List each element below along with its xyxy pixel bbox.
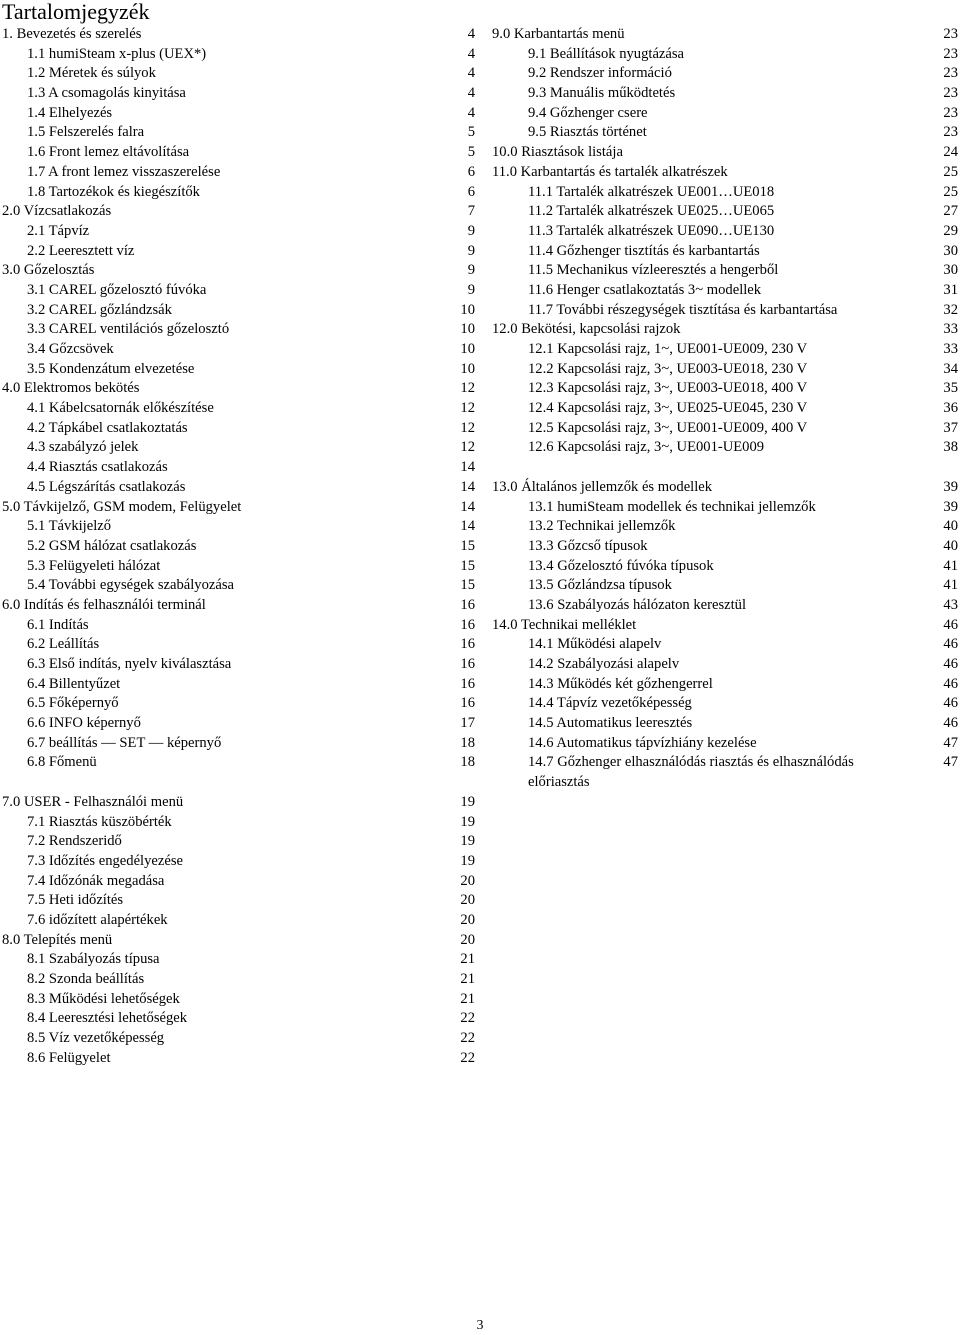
toc-entry[interactable] bbox=[2, 753, 475, 773]
toc-entry-label: 12.0 Bekötési, kapcsolási rajzok bbox=[492, 321, 681, 338]
toc-entry[interactable] bbox=[2, 478, 475, 498]
toc-entry-page: 9 bbox=[467, 281, 475, 298]
toc-entry[interactable] bbox=[492, 616, 958, 636]
toc-entry[interactable] bbox=[2, 576, 475, 596]
toc-entry-page: 6 bbox=[467, 183, 475, 200]
page-number: 3 bbox=[476, 1318, 484, 1333]
toc-entry[interactable] bbox=[2, 360, 475, 380]
toc-entry-page: 9 bbox=[467, 222, 475, 239]
toc-entry-label: 8.4 Leeresztési lehetőségek bbox=[27, 1010, 188, 1027]
toc-entry[interactable] bbox=[2, 1009, 475, 1029]
toc-entry[interactable] bbox=[2, 301, 475, 321]
toc-entry-label: 1.1 humiSteam x-plus (UEX*) bbox=[27, 45, 207, 62]
toc-entry-label: 4.4 Riasztás csatlakozás bbox=[27, 459, 168, 476]
toc-entry[interactable] bbox=[2, 1029, 475, 1049]
toc-entry[interactable] bbox=[2, 931, 475, 951]
toc-entry-label: 1.3 A csomagolás kinyitása bbox=[27, 85, 186, 102]
toc-entry[interactable] bbox=[492, 202, 958, 222]
toc-entry-label: 7.3 Időzítés engedélyezése bbox=[27, 852, 183, 869]
toc-entry-page: 9 bbox=[467, 262, 475, 279]
toc-entry[interactable] bbox=[492, 399, 958, 419]
toc-entry-page: 39 bbox=[943, 478, 958, 495]
toc-entry-page: 40 bbox=[943, 518, 958, 535]
toc-entry-label: 3.2 CAREL gőzlándzsák bbox=[27, 301, 172, 318]
toc-entry-page: 32 bbox=[943, 301, 958, 318]
toc-entry-page: 24 bbox=[943, 144, 958, 161]
toc-entry-page: 25 bbox=[943, 183, 958, 200]
toc-entry[interactable] bbox=[2, 517, 475, 537]
toc-entry-page: 9 bbox=[467, 242, 475, 259]
toc-entry-page: 37 bbox=[943, 419, 958, 436]
page-title: Tartalomjegyzék bbox=[2, 0, 150, 24]
toc-entry-label: 11.1 Tartalék alkatrészek UE001…UE018 bbox=[528, 183, 775, 200]
toc-entry-label: 6.4 Billentyűzet bbox=[27, 675, 121, 692]
toc-entry[interactable] bbox=[2, 84, 475, 104]
toc-entry-label: 11.6 Henger csatlakoztatás 3~ modellek bbox=[528, 281, 762, 298]
toc-entry[interactable] bbox=[2, 281, 475, 301]
toc-entry-page: 15 bbox=[460, 557, 475, 574]
toc-entry-label: 6.7 beállítás — SET — képernyő bbox=[27, 734, 222, 751]
toc-entry-page: 14 bbox=[460, 478, 475, 495]
toc-entry[interactable] bbox=[2, 694, 475, 714]
toc-entry-page: 10 bbox=[460, 321, 475, 338]
toc-entry-page: 23 bbox=[943, 45, 958, 62]
toc-entry[interactable] bbox=[2, 891, 475, 911]
toc-entry-label: 13.1 humiSteam modellek és technikai jellemzők bbox=[528, 498, 816, 515]
toc-entry-label: 14.5 Automatikus leeresztés bbox=[528, 715, 693, 732]
toc-entry-page: 21 bbox=[460, 951, 475, 968]
toc-entry-label: 7.6 időzített alapértékek bbox=[27, 911, 168, 928]
toc-entry[interactable] bbox=[2, 320, 475, 340]
toc-entry-label: 9.4 Gőzhenger csere bbox=[528, 104, 648, 121]
toc-entry-label: 14.6 Automatikus tápvízhiány kezelése bbox=[528, 734, 757, 751]
toc-entry[interactable] bbox=[492, 419, 958, 439]
toc-entry-label: 1.7 A front lemez visszaszerelése bbox=[27, 163, 221, 180]
toc-entry-label: 12.5 Kapcsolási rajz, 3~, UE001-UE009, 400 V bbox=[528, 419, 808, 436]
toc-entry[interactable] bbox=[492, 655, 958, 675]
toc-entry-page: 4 bbox=[467, 104, 475, 121]
toc-entry[interactable] bbox=[2, 832, 475, 852]
toc-entry[interactable] bbox=[492, 301, 958, 321]
toc-entry-page: 40 bbox=[943, 537, 958, 554]
toc-entry-label: 13.0 Általános jellemzők és modellek bbox=[492, 478, 713, 495]
toc-entry-page: 27 bbox=[943, 203, 958, 220]
toc-entry-label: 5.1 Távkijelző bbox=[27, 518, 112, 535]
toc-entry-label: 3.1 CAREL gőzelosztó fúvóka bbox=[27, 281, 207, 298]
toc-entry[interactable] bbox=[2, 419, 475, 439]
toc-entry-page: 16 bbox=[460, 636, 475, 653]
toc-entry-label: 12.6 Kapcsolási rajz, 3~, UE001-UE009 bbox=[528, 439, 765, 456]
toc-entry[interactable] bbox=[2, 557, 475, 577]
toc-entry-page: 19 bbox=[460, 793, 475, 810]
toc-entry-page: 19 bbox=[460, 852, 475, 869]
toc-entry[interactable] bbox=[492, 379, 958, 399]
toc-entry-label: 7.4 Időzónák megadása bbox=[27, 872, 165, 889]
toc-entry-page: 18 bbox=[460, 734, 475, 751]
toc-entry-label: 14.4 Tápvíz vezetőképesség bbox=[528, 695, 692, 712]
toc-entry-label: 14.2 Szabályozási alapelv bbox=[528, 656, 680, 672]
toc-entry-page: 23 bbox=[943, 124, 958, 141]
toc-entry[interactable] bbox=[492, 143, 958, 163]
toc-entry[interactable] bbox=[2, 655, 475, 675]
toc-entry[interactable] bbox=[492, 753, 958, 792]
toc-entry[interactable] bbox=[492, 714, 958, 734]
toc-entry-label: 11.5 Mechanikus vízleeresztés a hengerből bbox=[528, 262, 779, 279]
toc-entry-label: 2.2 Leeresztett víz bbox=[27, 242, 135, 259]
toc-entry-page: 29 bbox=[943, 222, 958, 239]
toc-entry[interactable] bbox=[492, 478, 958, 498]
toc-entry-page: 20 bbox=[460, 911, 475, 928]
toc-entry[interactable] bbox=[492, 222, 958, 242]
toc-entry-page: 16 bbox=[460, 675, 475, 692]
toc-entry-label: 6.5 Főképernyő bbox=[27, 695, 119, 712]
toc-entry-label: 8.2 Szonda beállítás bbox=[27, 971, 145, 987]
toc-entry-label: 8.6 Felügyelet bbox=[27, 1049, 111, 1066]
toc-entry-label: 9.5 Riasztás történet bbox=[528, 124, 647, 141]
toc-entry-page: 31 bbox=[943, 281, 958, 298]
toc-entry[interactable] bbox=[492, 360, 958, 380]
toc-entry-label: 14.3 Működés két gőzhengerrel bbox=[528, 675, 713, 692]
toc-entry-page: 46 bbox=[943, 715, 958, 732]
toc-entry-page: 41 bbox=[943, 557, 958, 574]
toc-entry-page: 14 bbox=[460, 498, 475, 515]
toc-entry-page: 36 bbox=[943, 400, 958, 417]
toc-entry-label: 8.3 Működési lehetőségek bbox=[27, 990, 180, 1007]
toc-entry[interactable] bbox=[2, 793, 475, 813]
toc-entry-label: 1. Bevezetés és szerelés bbox=[2, 26, 142, 42]
toc-entry[interactable] bbox=[2, 813, 475, 833]
toc-entry[interactable] bbox=[2, 458, 475, 478]
toc-entry-label: 9.0 Karbantartás menü bbox=[492, 26, 625, 42]
toc-entry-page: 22 bbox=[460, 1030, 475, 1047]
toc-entry-label: 3.0 Gőzelosztás bbox=[2, 262, 95, 279]
toc-entry-page: 23 bbox=[943, 65, 958, 82]
toc-entry[interactable] bbox=[492, 694, 958, 714]
toc-entry-label: 4.0 Elektromos bekötés bbox=[2, 380, 140, 397]
toc-entry-page: 22 bbox=[460, 1010, 475, 1027]
toc-entry[interactable] bbox=[2, 950, 475, 970]
toc-entry-page: 47 bbox=[943, 734, 958, 751]
toc-entry-label: 14.7 Gőzhenger elhasználódás riasztás és elhasználódás előriasztás bbox=[528, 754, 854, 791]
toc-entry-page: 4 bbox=[467, 45, 475, 62]
toc-entry-page: 5 bbox=[467, 124, 475, 141]
toc-entry-label: 11.0 Karbantartás és tartalék alkatrészek bbox=[492, 163, 728, 180]
toc-entry-page: 47 bbox=[943, 754, 958, 771]
toc-entry-page: 43 bbox=[943, 596, 958, 613]
toc-entry[interactable] bbox=[492, 340, 958, 360]
toc-left-column bbox=[2, 25, 475, 1068]
toc-entry-label: 12.1 Kapcsolási rajz, 1~, UE001-UE009, 230 V bbox=[528, 341, 808, 357]
toc-entry-page: 12 bbox=[460, 380, 475, 397]
toc-entry[interactable] bbox=[492, 163, 958, 183]
toc-entry-page: 34 bbox=[943, 360, 958, 377]
toc-entry-page: 25 bbox=[943, 163, 958, 180]
toc-entry[interactable] bbox=[492, 123, 958, 143]
toc-entry[interactable] bbox=[492, 104, 958, 124]
toc-entry-page: 17 bbox=[460, 715, 475, 732]
toc-entry-page: 16 bbox=[460, 656, 475, 672]
toc-entry-page: 22 bbox=[460, 1049, 475, 1066]
toc-entry-page: 20 bbox=[460, 872, 475, 889]
toc-entry[interactable] bbox=[2, 123, 475, 143]
toc-entry-label: 6.3 Első indítás, nyelv kiválasztása bbox=[27, 656, 232, 672]
toc-entry-page: 23 bbox=[943, 104, 958, 121]
toc-entry[interactable] bbox=[492, 45, 958, 65]
toc-entry[interactable] bbox=[2, 45, 475, 65]
toc-entry-page: 46 bbox=[943, 636, 958, 653]
toc-entry-label: 7.5 Heti időzítés bbox=[27, 892, 124, 909]
toc-right-column bbox=[492, 25, 958, 793]
toc-entry[interactable] bbox=[2, 1049, 475, 1069]
toc-entry[interactable] bbox=[492, 183, 958, 203]
toc-entry-label: 3.3 CAREL ventilációs gőzelosztó bbox=[27, 321, 230, 338]
toc-entry-label: 9.2 Rendszer információ bbox=[528, 65, 672, 82]
toc-entry-label: 11.3 Tartalék alkatrészek UE090…UE130 bbox=[528, 222, 775, 239]
toc-entry[interactable] bbox=[492, 438, 958, 458]
toc-entry[interactable] bbox=[2, 872, 475, 892]
toc-entry[interactable] bbox=[492, 734, 958, 754]
toc-entry[interactable] bbox=[492, 25, 958, 45]
toc-entry-label: 6.2 Leállítás bbox=[27, 636, 100, 653]
toc-entry-label: 6.8 Főmenü bbox=[27, 754, 97, 771]
toc-entry-label: 12.3 Kapcsolási rajz, 3~, UE003-UE018, 400 V bbox=[528, 380, 808, 397]
toc-entry-page: 4 bbox=[467, 65, 475, 82]
toc-entry-label: 2.0 Vízcsatlakozás bbox=[2, 203, 112, 220]
toc-entry[interactable] bbox=[2, 596, 475, 616]
toc-entry-label: 5.4 További egységek szabályozása bbox=[27, 577, 235, 594]
toc-entry-label: 7.2 Rendszeridő bbox=[27, 833, 122, 850]
toc-entry-label: 6.1 Indítás bbox=[27, 616, 89, 633]
toc-entry[interactable] bbox=[492, 281, 958, 301]
toc-entry-label: 12.4 Kapcsolási rajz, 3~, UE025-UE045, 230 V bbox=[528, 400, 808, 417]
toc-entry[interactable] bbox=[2, 242, 475, 262]
toc-entry-label: 5.2 GSM hálózat csatlakozás bbox=[27, 537, 197, 554]
toc-entry[interactable] bbox=[492, 261, 958, 281]
toc-entry-page: 15 bbox=[460, 537, 475, 554]
toc-entry-page: 21 bbox=[460, 971, 475, 987]
toc-entry-page: 33 bbox=[943, 321, 958, 338]
toc-entry-page: 20 bbox=[460, 892, 475, 909]
toc-entry-label: 1.6 Front lemez eltávolítása bbox=[27, 144, 190, 161]
toc-entry[interactable] bbox=[492, 675, 958, 695]
toc-entry-page: 30 bbox=[943, 242, 958, 259]
toc-entry-label: 4.5 Légszárítás csatlakozás bbox=[27, 478, 186, 495]
toc-entry[interactable] bbox=[2, 163, 475, 183]
toc-entry[interactable] bbox=[2, 379, 475, 399]
toc-entry-page: 16 bbox=[460, 596, 475, 613]
toc-entry-page: 7 bbox=[467, 203, 475, 220]
toc-entry-page: 23 bbox=[943, 26, 958, 42]
toc-entry-page: 33 bbox=[943, 341, 958, 357]
toc-entry[interactable] bbox=[492, 635, 958, 655]
toc-entry-page: 46 bbox=[943, 675, 958, 692]
toc-entry-label: 1.4 Elhelyezés bbox=[27, 104, 113, 121]
toc-entry[interactable] bbox=[492, 320, 958, 340]
toc-entry[interactable] bbox=[492, 557, 958, 577]
toc-entry-page: 4 bbox=[467, 85, 475, 102]
toc-entry[interactable] bbox=[2, 970, 475, 990]
toc-entry-label: 11.7 További részegységek tisztítása és karbantartása bbox=[528, 301, 838, 318]
toc-entry[interactable] bbox=[2, 498, 475, 518]
toc-entry-label: 12.2 Kapcsolási rajz, 3~, UE003-UE018, 230 V bbox=[528, 360, 808, 377]
toc-entry[interactable] bbox=[492, 537, 958, 557]
toc-entry-label: 5.3 Felügyeleti hálózat bbox=[27, 557, 161, 574]
toc-entry[interactable] bbox=[2, 537, 475, 557]
toc-entry-page: 16 bbox=[460, 616, 475, 633]
toc-entry-label: 8.0 Telepítés menü bbox=[2, 931, 113, 948]
toc-entry-label: 13.4 Gőzelosztó fúvóka típusok bbox=[528, 557, 714, 574]
toc-entry-page: 12 bbox=[460, 439, 475, 456]
toc-entry-page: 41 bbox=[943, 577, 958, 594]
toc-entry-label: 8.1 Szabályozás típusa bbox=[27, 951, 160, 968]
toc-entry-label: 14.0 Technikai melléklet bbox=[492, 616, 637, 633]
toc-entry-label: 9.1 Beállítások nyugtázása bbox=[528, 45, 685, 62]
toc-entry[interactable] bbox=[2, 143, 475, 163]
toc-entry[interactable] bbox=[2, 261, 475, 281]
toc-entry-label: 13.3 Gőzcső típusok bbox=[528, 537, 648, 554]
toc-entry[interactable] bbox=[492, 498, 958, 518]
toc-entry-page: 4 bbox=[467, 26, 475, 42]
toc-entry-label: 13.2 Technikai jellemzők bbox=[528, 518, 676, 535]
toc-entry-label: 11.4 Gőzhenger tisztítás és karbantartás bbox=[528, 242, 760, 259]
toc-entry-label: 13.5 Gőzlándzsa típusok bbox=[528, 577, 672, 594]
toc-entry-page: 19 bbox=[460, 813, 475, 830]
toc-entry-page: 46 bbox=[943, 616, 958, 633]
toc-entry[interactable] bbox=[492, 576, 958, 596]
toc-entry-label: 4.3 szabályzó jelek bbox=[27, 439, 139, 456]
toc-entry[interactable] bbox=[2, 675, 475, 695]
toc-entry[interactable] bbox=[2, 616, 475, 636]
toc-entry-page: 46 bbox=[943, 695, 958, 712]
toc-entry-label: 2.1 Tápvíz bbox=[27, 222, 90, 239]
toc-entry-page: 6 bbox=[467, 163, 475, 180]
toc-entry-page: 46 bbox=[943, 656, 958, 672]
toc-entry-label: 7.0 USER - Felhasználói menü bbox=[2, 793, 184, 810]
toc-entry-page: 16 bbox=[460, 695, 475, 712]
toc-entry-label: 1.8 Tartozékok és kiegészítők bbox=[27, 183, 200, 200]
toc-entry-label: 1.2 Méretek és súlyok bbox=[27, 65, 156, 82]
toc-entry[interactable] bbox=[2, 222, 475, 242]
toc-entry[interactable] bbox=[2, 714, 475, 734]
toc-entry[interactable] bbox=[2, 635, 475, 655]
toc-entry-page: 18 bbox=[460, 754, 475, 771]
toc-entry-page: 23 bbox=[943, 85, 958, 102]
toc-entry-page: 30 bbox=[943, 262, 958, 279]
toc-entry-page: 10 bbox=[460, 301, 475, 318]
toc-entry-page: 12 bbox=[460, 400, 475, 417]
toc-entry[interactable] bbox=[2, 438, 475, 458]
toc-entry-label: 7.1 Riasztás küszöbérték bbox=[27, 813, 172, 830]
toc-entry-label: 1.5 Felszerelés falra bbox=[27, 124, 145, 141]
toc-entry-label: 14.1 Működési alapelv bbox=[528, 636, 662, 653]
toc-entry-label: 9.3 Manuális működtetés bbox=[528, 85, 676, 102]
toc-entry[interactable] bbox=[2, 990, 475, 1010]
toc-entry-label: 5.0 Távkijelző, GSM modem, Felügyelet bbox=[2, 498, 242, 515]
toc-entry[interactable] bbox=[492, 517, 958, 537]
toc-entry-page: 5 bbox=[467, 144, 475, 161]
toc-entry-label: 4.2 Tápkábel csatlakoztatás bbox=[27, 419, 188, 436]
toc-entry-page: 19 bbox=[460, 833, 475, 850]
toc-entry[interactable] bbox=[2, 852, 475, 872]
toc-entry-page: 39 bbox=[943, 498, 958, 515]
toc-entry[interactable] bbox=[492, 242, 958, 262]
toc-entry-page: 15 bbox=[460, 577, 475, 594]
toc-entry[interactable] bbox=[492, 84, 958, 104]
toc-entry[interactable] bbox=[492, 596, 958, 616]
toc-entry[interactable] bbox=[2, 104, 475, 124]
toc-entry-label: 11.2 Tartalék alkatrészek UE025…UE065 bbox=[528, 203, 775, 220]
toc-entry[interactable] bbox=[2, 64, 475, 84]
toc-entry-page: 14 bbox=[460, 459, 475, 476]
toc-entry-label: 6.0 Indítás és felhasználói terminál bbox=[2, 596, 206, 613]
toc-entry[interactable] bbox=[2, 734, 475, 754]
toc-entry-label: 3.4 Gőzcsövek bbox=[27, 341, 114, 357]
toc-entry-page: 10 bbox=[460, 341, 475, 357]
toc-entry[interactable] bbox=[2, 911, 475, 931]
toc-entry-page: 21 bbox=[460, 990, 475, 1007]
toc-spacer bbox=[492, 458, 958, 478]
toc-entry-label: 3.5 Kondenzátum elvezetése bbox=[27, 360, 195, 377]
toc-entry-label: 4.1 Kábelcsatornák előkészítése bbox=[27, 400, 214, 417]
toc-spacer bbox=[2, 773, 475, 793]
toc-entry-page: 10 bbox=[460, 360, 475, 377]
toc-entry-label: 13.6 Szabályozás hálózaton keresztül bbox=[528, 596, 747, 613]
toc-entry[interactable] bbox=[2, 25, 475, 45]
toc-entry[interactable] bbox=[2, 340, 475, 360]
toc-entry[interactable] bbox=[2, 202, 475, 222]
toc-entry[interactable] bbox=[2, 183, 475, 203]
toc-entry-label: 8.5 Víz vezetőképesség bbox=[27, 1030, 165, 1047]
toc-entry-page: 20 bbox=[460, 931, 475, 948]
toc-entry-page: 38 bbox=[943, 439, 958, 456]
toc-entry-label: 6.6 INFO képernyő bbox=[27, 715, 141, 732]
toc-entry-page: 14 bbox=[460, 518, 475, 535]
toc-entry-page: 35 bbox=[943, 380, 958, 397]
toc-entry[interactable] bbox=[492, 64, 958, 84]
toc-entry-page: 12 bbox=[460, 419, 475, 436]
toc-entry[interactable] bbox=[2, 399, 475, 419]
toc-entry-label: 10.0 Riasztások listája bbox=[492, 144, 623, 161]
